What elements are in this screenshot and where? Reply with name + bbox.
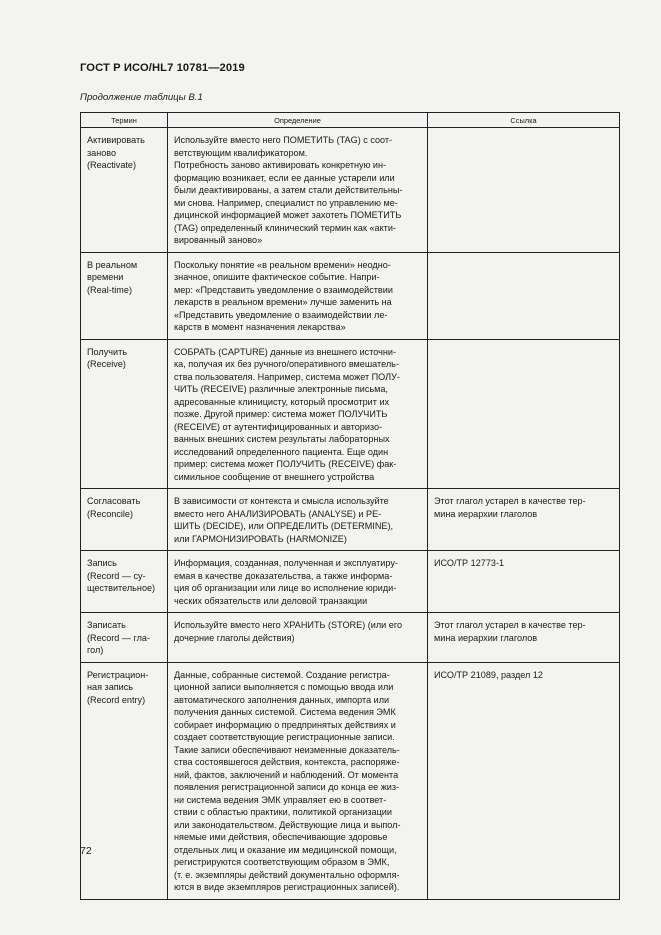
table-header-row bbox=[81, 113, 620, 128]
term-line: ная запись bbox=[87, 682, 134, 692]
table-row bbox=[81, 662, 620, 899]
column-header-definition: Определение bbox=[168, 113, 428, 128]
definition-line: ства состоявшегося действия, контекста, распоряже- bbox=[174, 757, 400, 767]
term-line: Записать bbox=[87, 620, 126, 630]
definition-line: В зависимости от контекста и смысла используйте bbox=[174, 496, 389, 506]
definition-line: (TAG) определенный клинический термин как «акти- bbox=[174, 222, 396, 233]
definition-line: позже. Другой пример: система может ПОЛУЧИТЬ bbox=[174, 409, 388, 419]
definition-line: СОБРАТЬ (CAPTURE) данные из внешнего источни- bbox=[174, 346, 397, 357]
term-line: (Reconcile) bbox=[87, 508, 133, 519]
definition-line: появления регистрационной записи до конца ее жиз- bbox=[174, 782, 400, 792]
reference-cell bbox=[428, 613, 620, 663]
definition-line: Информация, созданная, полученная и эксплуатиру- bbox=[174, 558, 398, 568]
reference-cell bbox=[428, 128, 620, 253]
term-line: Получить bbox=[87, 346, 127, 357]
term-line: В реальном bbox=[87, 259, 138, 270]
column-header-reference: Ссылка bbox=[428, 113, 620, 128]
definition-line: или законодательством. Действующие лица и выпол- bbox=[174, 819, 401, 830]
term-cell bbox=[81, 551, 168, 613]
definition-line: ства пользователя. Например, система может ПОЛУ- bbox=[174, 371, 400, 382]
definition-line: собирает информацию о предпринятых действиях и bbox=[174, 719, 396, 730]
reference-line: Этот глагол устарел в качестве тер- bbox=[434, 496, 586, 506]
definition-line: Используйте вместо него ПОМЕТИТЬ (TAG) с соот- bbox=[174, 135, 393, 145]
term-line: (Record — гла- bbox=[87, 632, 150, 643]
reference-line: мина иерархии глаголов bbox=[434, 632, 538, 643]
definition-line: формацию возникает, если ее данные устарели или bbox=[174, 172, 395, 183]
reference-cell bbox=[428, 339, 620, 489]
definition-line: симильное сообщение от внешнего устройства bbox=[174, 471, 375, 482]
term-cell bbox=[81, 252, 168, 339]
reference-line: Этот глагол устарел в качестве тер- bbox=[434, 620, 586, 630]
table-row bbox=[81, 252, 620, 339]
definition-cell bbox=[168, 339, 428, 489]
definition-cell bbox=[168, 128, 428, 253]
term-line: Активировать bbox=[87, 135, 145, 145]
definition-line: вированный заново» bbox=[174, 235, 263, 245]
term-cell bbox=[81, 613, 168, 663]
terms-table bbox=[80, 112, 620, 900]
term-line: (Record — су- bbox=[87, 570, 146, 581]
definition-line: отдельных лиц и оказание им медицинской помощи, bbox=[174, 844, 397, 855]
definition-line: ни система ведения ЭМК управляет ею в соответ- bbox=[174, 794, 387, 805]
definition-line: были деактивированы, а затем стали действительны- bbox=[174, 185, 403, 195]
definition-line: регистрируются соответствующим образом в ЭМК, bbox=[174, 857, 390, 867]
definition-line: ми снова. Например, специалист по управлению ме- bbox=[174, 197, 398, 208]
term-line: Согласовать bbox=[87, 496, 141, 506]
definition-line: ствии с областью практики, политикой организации bbox=[174, 807, 392, 817]
definition-line: Такие записи обеспечивают неизменные доказатель- bbox=[174, 744, 400, 755]
table-row bbox=[81, 128, 620, 253]
definition-cell bbox=[168, 613, 428, 663]
reference-cell bbox=[428, 489, 620, 551]
definition-line: адресованные клиницисту, который просмотрит их bbox=[174, 396, 390, 407]
term-cell bbox=[81, 662, 168, 899]
definition-line: значное, опишите фактическое событие. Напри- bbox=[174, 272, 380, 282]
definition-line: Поскольку понятие «в реальном времени» неодно- bbox=[174, 259, 391, 270]
definition-line: ванных внешних систем результаты лабораторных bbox=[174, 434, 390, 444]
definition-line: лекарств в реальном времени» лучше заменить на bbox=[174, 297, 392, 307]
definition-line: (т. е. экземпляры действий документально оформля- bbox=[174, 869, 400, 880]
definition-cell bbox=[168, 662, 428, 899]
table-row bbox=[81, 339, 620, 489]
reference-line: ИСО/ТР 21089, раздел 12 bbox=[434, 669, 543, 680]
definition-line: автоматического заполнения данных, импорта или bbox=[174, 694, 390, 705]
term-line: времени bbox=[87, 272, 124, 282]
definition-line: дочерние глаголы действия) bbox=[174, 632, 295, 643]
reference-line: ИСО/ТР 12773-1 bbox=[434, 558, 505, 568]
definition-line: ционной записи выполняется с помощью ввода или bbox=[174, 682, 394, 692]
definition-line: дицинской информацией может захотеть ПОМЕТИТЬ bbox=[174, 210, 402, 220]
table-row bbox=[81, 489, 620, 551]
definition-cell bbox=[168, 252, 428, 339]
definition-line: вместо него АНАЛИЗИРОВАТЬ (ANALYSE) и РЕ- bbox=[174, 508, 382, 519]
definition-line: ЧИТЬ (RECEIVE) различные электронные письма, bbox=[174, 384, 388, 394]
definition-line: получения данных системой. Система ведения ЭМК bbox=[174, 707, 396, 717]
reference-cell bbox=[428, 252, 620, 339]
definition-line: ция об организации или лице во исполнение юриди- bbox=[174, 583, 397, 593]
definition-line: «Представить уведомление о взаимодействии ле- bbox=[174, 309, 388, 320]
term-line: (Reactivate) bbox=[87, 160, 137, 170]
definition-line: карств в момент назначения лекарства» bbox=[174, 322, 346, 332]
term-line: гол) bbox=[87, 645, 104, 655]
definition-line: ческих обязательств или деловой транзакции bbox=[174, 595, 368, 606]
definition-line: пример: система может ПОЛУЧИТЬ (RECEIVE) фак- bbox=[174, 459, 397, 469]
definition-line: исследований определенного пациента. Еще один bbox=[174, 446, 389, 457]
term-line: Регистрацион- bbox=[87, 669, 149, 680]
definition-line: ются в виде экземпляров регистрационных записей). bbox=[174, 882, 400, 892]
definition-line: емая в качестве доказательства, а также информа- bbox=[174, 570, 393, 581]
term-line: Запись bbox=[87, 558, 117, 568]
term-line: (Real-time) bbox=[87, 284, 132, 295]
term-cell bbox=[81, 339, 168, 489]
definition-line: мер: «Представить уведомление о взаимодействии bbox=[174, 284, 393, 295]
reference-line: мина иерархии глаголов bbox=[434, 508, 538, 519]
column-header-term: Термин bbox=[81, 113, 168, 128]
definition-line: ветствующим квалификатором. bbox=[174, 147, 308, 158]
term-cell bbox=[81, 128, 168, 253]
document-title: ГОСТ Р ИСО/HL7 10781—2019 bbox=[80, 62, 245, 74]
page-number: 72 bbox=[80, 845, 92, 857]
reference-cell bbox=[428, 551, 620, 613]
definition-line: ка, получая их без ручного/оперативного вмешатель- bbox=[174, 359, 399, 369]
reference-cell bbox=[428, 662, 620, 899]
table-caption: Продолжение таблицы В.1 bbox=[80, 92, 203, 103]
term-cell bbox=[81, 489, 168, 551]
definition-line: ний, фактов, заключений и наблюдений. От момента bbox=[174, 769, 399, 780]
definition-line: или ГАРМОНИЗИРОВАТЬ (HARMONIZE) bbox=[174, 533, 347, 544]
term-line: (Receive) bbox=[87, 359, 126, 369]
table-row bbox=[81, 551, 620, 613]
definition-line: создает соответствующие регистрационные записи. bbox=[174, 732, 395, 742]
definition-cell bbox=[168, 551, 428, 613]
definition-line: (RECEIVE) от аутентифицированных и авторизо- bbox=[174, 421, 383, 432]
definition-line: няемые ими действия, обеспечивающие здоровье bbox=[174, 832, 388, 842]
definition-line: Используйте вместо него ХРАНИТЬ (STORE) (или его bbox=[174, 620, 402, 630]
definition-cell bbox=[168, 489, 428, 551]
definition-line: ШИТЬ (DECIDE), или ОПРЕДЕЛИТЬ (DETERMINE), bbox=[174, 521, 394, 531]
definition-line: Данные, собранные системой. Создание регистра- bbox=[174, 669, 390, 680]
table-row bbox=[81, 613, 620, 663]
term-line: ществительное) bbox=[87, 583, 156, 593]
definition-line: Потребность заново активировать конкретную ин- bbox=[174, 160, 387, 170]
term-line: (Record entry) bbox=[87, 694, 146, 705]
term-line: заново bbox=[87, 147, 117, 158]
